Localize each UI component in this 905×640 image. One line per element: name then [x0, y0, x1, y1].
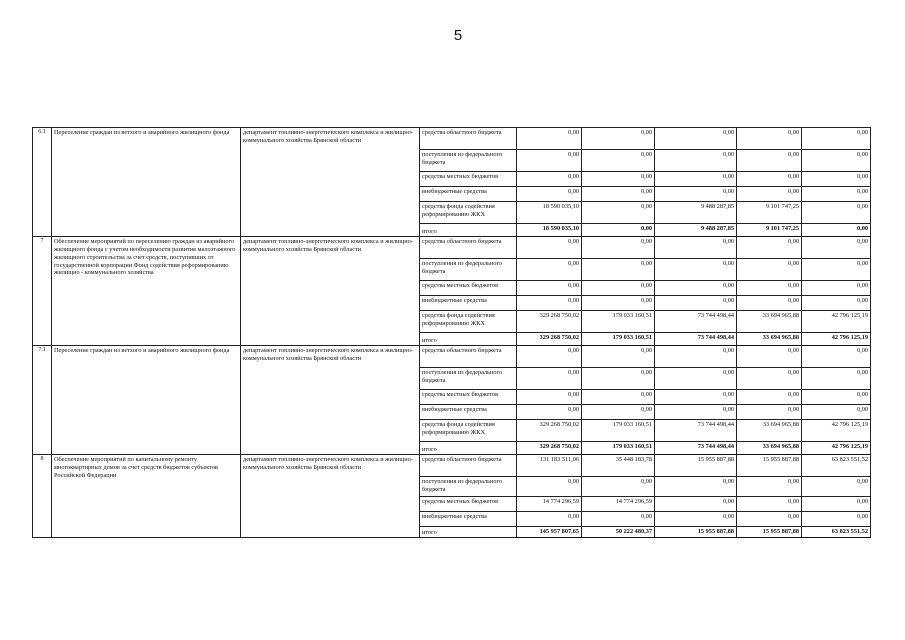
amount-cell: 0,00 — [582, 150, 655, 172]
amount-cell: 42 796 125,19 — [802, 311, 871, 333]
funding-source: итого — [420, 333, 517, 346]
amount-cell: 0,00 — [655, 512, 737, 527]
amount-cell: 0,00 — [582, 368, 655, 390]
amount-cell: 0,00 — [737, 259, 802, 281]
page-number: 5 — [453, 27, 463, 44]
amount-cell: 0,00 — [517, 281, 582, 296]
amount-cell: 0,00 — [655, 128, 737, 150]
amount-cell: 0,00 — [517, 405, 582, 420]
amount-cell: 0,00 — [737, 237, 802, 259]
amount-cell: 0,00 — [737, 405, 802, 420]
amount-cell: 0,00 — [802, 346, 871, 368]
amount-cell: 14 774 296,59 — [517, 497, 582, 512]
amount-cell: 0,00 — [737, 150, 802, 172]
amount-cell: 0,00 — [582, 477, 655, 497]
amount-cell: 0,00 — [582, 224, 655, 237]
amount-cell: 0,00 — [517, 477, 582, 497]
amount-cell: 0,00 — [517, 172, 582, 187]
amount-cell: 63 823 551,52 — [802, 455, 871, 477]
funding-source: средства областного бюджета — [420, 455, 517, 477]
funding-source: внебюджетные средства — [420, 296, 517, 311]
amount-cell: 0,00 — [802, 281, 871, 296]
amount-cell: 9 488 287,85 — [655, 224, 737, 237]
amount-cell: 0,00 — [737, 187, 802, 202]
amount-cell: 0,00 — [582, 172, 655, 187]
amount-cell: 0,00 — [802, 187, 871, 202]
responsible-department: департамент топливно-энергетического комплекса и жилищно-коммунального хозяйства Брянской области — [241, 237, 420, 346]
amount-cell: 0,00 — [802, 202, 871, 224]
funding-source: средства фонда содействия реформированию ЖКХ — [420, 311, 517, 333]
amount-cell: 0,00 — [517, 512, 582, 527]
funding-source: итого — [420, 442, 517, 455]
amount-cell: 0,00 — [582, 346, 655, 368]
funding-source: средства областного бюджета — [420, 128, 517, 150]
amount-cell: 0,00 — [655, 150, 737, 172]
amount-cell: 0,00 — [517, 237, 582, 259]
amount-cell: 0,00 — [802, 368, 871, 390]
amount-cell: 63 823 551,52 — [802, 527, 871, 538]
section-number: 7 — [33, 237, 52, 346]
amount-cell: 42 796 125,19 — [802, 442, 871, 455]
amount-cell: 0,00 — [802, 296, 871, 311]
funding-source: средства областного бюджета — [420, 237, 517, 259]
amount-cell: 0,00 — [737, 477, 802, 497]
table-row — [33, 455, 871, 477]
amount-cell: 50 222 480,37 — [582, 527, 655, 538]
funding-source: средства областного бюджета — [420, 346, 517, 368]
funding-source: средства местных бюджетов — [420, 281, 517, 296]
amount-cell: 0,00 — [517, 150, 582, 172]
amount-cell: 9 101 747,25 — [737, 224, 802, 237]
amount-cell: 0,00 — [582, 512, 655, 527]
funding-source: средства фонда содействия реформированию ЖКХ — [420, 420, 517, 442]
amount-cell: 179 033 160,51 — [582, 442, 655, 455]
funding-source: внебюджетные средства — [420, 512, 517, 527]
funding-source: поступления из федерального бюджета — [420, 368, 517, 390]
amount-cell: 0,00 — [737, 497, 802, 512]
amount-cell: 0,00 — [517, 368, 582, 390]
table-row — [33, 346, 871, 368]
section-number: 8 — [33, 455, 52, 538]
amount-cell: 0,00 — [582, 202, 655, 224]
funding-source: средства местных бюджетов — [420, 497, 517, 512]
amount-cell: 0,00 — [517, 259, 582, 281]
amount-cell: 0,00 — [737, 512, 802, 527]
amount-cell: 15 955 887,88 — [655, 527, 737, 538]
amount-cell: 0,00 — [582, 390, 655, 405]
amount-cell: 0,00 — [737, 128, 802, 150]
amount-cell: 18 590 035,10 — [517, 202, 582, 224]
amount-cell: 0,00 — [802, 259, 871, 281]
amount-cell: 18 590 035,10 — [517, 224, 582, 237]
amount-cell: 15 955 887,88 — [655, 455, 737, 477]
amount-cell: 0,00 — [655, 390, 737, 405]
amount-cell: 33 694 965,88 — [737, 420, 802, 442]
amount-cell: 0,00 — [517, 128, 582, 150]
section-name: Обеспечение мероприятий по капитальному ремонту многоквартирных домов за счет средств бюджетов субъектов Российской Федерации — [52, 455, 241, 538]
budget-table — [32, 127, 871, 538]
amount-cell: 0,00 — [737, 172, 802, 187]
amount-cell: 0,00 — [655, 187, 737, 202]
amount-cell: 0,00 — [655, 368, 737, 390]
funding-source: поступления из федерального бюджета — [420, 259, 517, 281]
amount-cell: 0,00 — [517, 346, 582, 368]
amount-cell: 0,00 — [802, 405, 871, 420]
amount-cell: 0,00 — [517, 187, 582, 202]
amount-cell: 329 268 750,02 — [517, 311, 582, 333]
amount-cell: 145 957 807,65 — [517, 527, 582, 538]
amount-cell: 0,00 — [737, 296, 802, 311]
amount-cell: 0,00 — [802, 128, 871, 150]
budget-table-body — [33, 128, 871, 538]
amount-cell: 179 033 160,51 — [582, 333, 655, 346]
amount-cell: 15 955 887,88 — [737, 455, 802, 477]
amount-cell: 0,00 — [737, 368, 802, 390]
amount-cell: 0,00 — [802, 477, 871, 497]
funding-source: средства фонда содействия реформированию ЖКХ — [420, 202, 517, 224]
amount-cell: 0,00 — [582, 281, 655, 296]
funding-source: средства местных бюджетов — [420, 172, 517, 187]
amount-cell: 0,00 — [517, 390, 582, 405]
funding-source: итого — [420, 527, 517, 538]
funding-source: поступления из федерального бюджета — [420, 477, 517, 497]
amount-cell: 14 774 296,59 — [582, 497, 655, 512]
section-name: Обеспечение мероприятий по переселению граждан из аварийного жилищного фонда с учетом необходимости развития малоэтажного жилищного строительства за счет средств, поступивших от государственной корпорации Фонд содействия реформированию жилищно - коммунального хозяйства — [52, 237, 241, 346]
amount-cell: 33 694 965,88 — [737, 442, 802, 455]
funding-source: внебюджетные средства — [420, 405, 517, 420]
section-name: Переселение граждан из ветхого и аварийного жилищного фонда — [52, 128, 241, 237]
amount-cell: 0,00 — [802, 497, 871, 512]
table-row — [33, 128, 871, 150]
amount-cell: 0,00 — [655, 172, 737, 187]
amount-cell: 0,00 — [655, 259, 737, 281]
amount-cell: 329 268 750,02 — [517, 442, 582, 455]
amount-cell: 0,00 — [802, 150, 871, 172]
amount-cell: 0,00 — [655, 405, 737, 420]
amount-cell: 179 033 160,51 — [582, 420, 655, 442]
amount-cell: 131 183 511,06 — [517, 455, 582, 477]
amount-cell: 9 488 287,85 — [655, 202, 737, 224]
amount-cell: 0,00 — [655, 281, 737, 296]
amount-cell: 73 744 498,44 — [655, 420, 737, 442]
amount-cell: 0,00 — [802, 390, 871, 405]
amount-cell: 329 268 750,02 — [517, 333, 582, 346]
amount-cell: 329 268 750,02 — [517, 420, 582, 442]
section-name: Переселение граждан из ветхого и аварийного жилищного фонда — [52, 346, 241, 455]
amount-cell: 73 744 498,44 — [655, 442, 737, 455]
amount-cell: 0,00 — [655, 346, 737, 368]
amount-cell: 33 694 965,88 — [737, 333, 802, 346]
responsible-department: департамент топливно-энергетического комплекса и жилищно-коммунального хозяйства Брянской области — [241, 455, 420, 538]
funding-source: внебюджетные средства — [420, 187, 517, 202]
amount-cell: 9 101 747,25 — [737, 202, 802, 224]
amount-cell: 35 448 183,78 — [582, 455, 655, 477]
amount-cell: 0,00 — [655, 477, 737, 497]
funding-source: средства местных бюджетов — [420, 390, 517, 405]
amount-cell: 0,00 — [655, 296, 737, 311]
amount-cell: 0,00 — [582, 187, 655, 202]
amount-cell: 179 033 160,51 — [582, 311, 655, 333]
amount-cell: 0,00 — [582, 237, 655, 259]
section-number: 6.1 — [33, 128, 52, 237]
amount-cell: 0,00 — [802, 224, 871, 237]
amount-cell: 0,00 — [737, 346, 802, 368]
table-row — [33, 237, 871, 259]
amount-cell: 0,00 — [655, 497, 737, 512]
amount-cell: 0,00 — [582, 296, 655, 311]
amount-cell: 0,00 — [655, 237, 737, 259]
amount-cell: 73 744 498,44 — [655, 333, 737, 346]
amount-cell: 0,00 — [582, 405, 655, 420]
amount-cell: 42 796 125,19 — [802, 420, 871, 442]
amount-cell: 73 744 498,44 — [655, 311, 737, 333]
amount-cell: 0,00 — [802, 512, 871, 527]
responsible-department: департамент топливно-энергетического комплекса и жилищно-коммунального хозяйства Брянской области — [241, 128, 420, 237]
responsible-department: департамент топливно-энергетического комплекса и жилищно-коммунального хозяйства Брянской области — [241, 346, 420, 455]
amount-cell: 33 694 965,88 — [737, 311, 802, 333]
amount-cell: 42 796 125,19 — [802, 333, 871, 346]
funding-source: поступления из федерального бюджета — [420, 150, 517, 172]
amount-cell: 0,00 — [517, 296, 582, 311]
amount-cell: 15 955 887,88 — [737, 527, 802, 538]
amount-cell: 0,00 — [802, 172, 871, 187]
amount-cell: 0,00 — [802, 237, 871, 259]
section-number: 7.1 — [33, 346, 52, 455]
amount-cell: 0,00 — [737, 281, 802, 296]
amount-cell: 0,00 — [737, 390, 802, 405]
amount-cell: 0,00 — [582, 128, 655, 150]
amount-cell: 0,00 — [582, 259, 655, 281]
funding-source: итого — [420, 224, 517, 237]
